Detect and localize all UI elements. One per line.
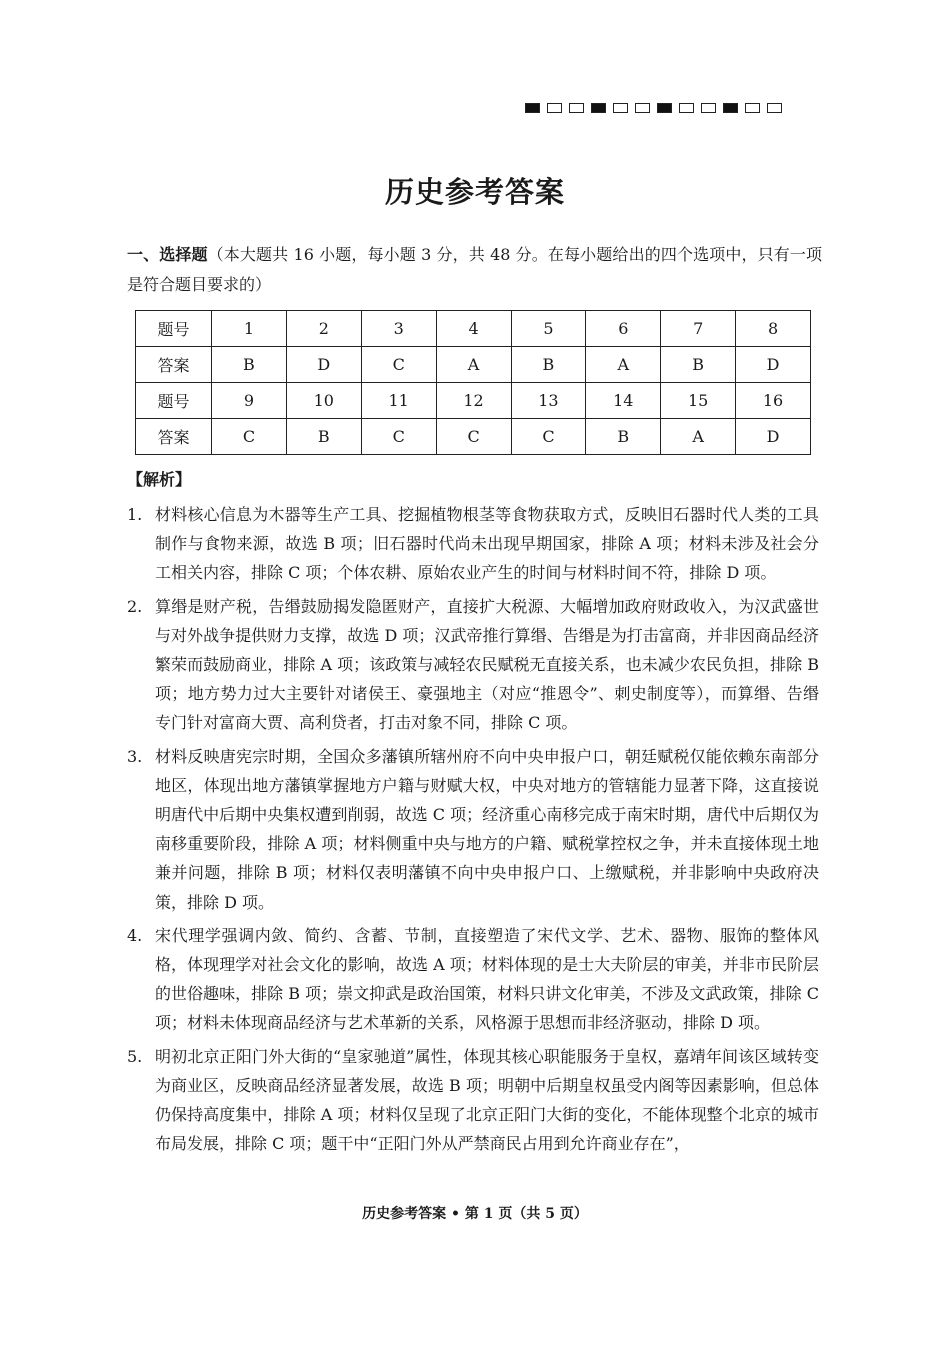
analysis-item-number: 3. xyxy=(127,746,143,766)
table-cell: C xyxy=(212,419,287,455)
table-row xyxy=(136,383,811,419)
answer-table-body xyxy=(136,311,811,455)
table-cell: 16 xyxy=(736,383,811,419)
section-instruction: （本大题共 16 小题，每小题 3 分，共 48 分。在每小题给出的四个选项中，只有一项是符合题目要求的） xyxy=(127,245,822,294)
table-cell: A xyxy=(436,347,511,383)
section-heading xyxy=(127,240,822,300)
empty-square-mark xyxy=(701,103,716,113)
analysis-item-text: 明初北京正阳门外大街的“皇家驰道”属性，体现其核心职能服务于皇权，嘉靖年间该区域转变为商业区，反映商品经济显著发展，故选 B 项；明朝中后期皇权虽受内阁等因素影响，但总体仍保持高度集中，排除 A 项；材料仅呈现了北京正阳门大街的变化，不能体现整个北京的城市布局发展，排除 C 项；题干中“正阳门外从严禁商民占用到允许商业存在”， xyxy=(155,1046,819,1154)
table-cell: 7 xyxy=(661,311,736,347)
table-cell: D xyxy=(286,347,361,383)
header-mark-strip xyxy=(525,103,782,113)
table-row xyxy=(136,311,811,347)
empty-square-mark xyxy=(613,103,628,113)
table-cell: 8 xyxy=(736,311,811,347)
table-cell: A xyxy=(586,347,661,383)
table-row xyxy=(136,347,811,383)
analysis-item-number: 1. xyxy=(127,505,143,524)
empty-square-mark xyxy=(635,103,650,113)
table-cell: 9 xyxy=(212,383,287,419)
table-cell: B xyxy=(661,347,736,383)
table-cell: C xyxy=(361,419,436,455)
analysis-list xyxy=(127,500,819,1162)
filled-square-mark xyxy=(525,103,540,113)
analysis-item-text: 材料核心信息为木器等生产工具、挖掘植物根茎等食物获取方式，反映旧石器时代人类的工具制作与食物来源，故选 B 项；旧石器时代尚未出现早期国家，排除 A 项；材料未涉及社会分工相关内容，排除 C 项；个体农耕、原始农业产生的时间与材料时间不符，排除 D 项。 xyxy=(155,505,819,583)
table-cell: 13 xyxy=(511,383,586,419)
table-cell: 10 xyxy=(286,383,361,419)
empty-square-mark xyxy=(745,103,760,113)
table-row-label: 答案 xyxy=(136,347,212,383)
table-cell: 1 xyxy=(212,311,287,347)
empty-square-mark xyxy=(767,103,782,113)
table-cell: 14 xyxy=(586,383,661,419)
empty-square-mark xyxy=(547,103,562,113)
analysis-item xyxy=(127,500,819,588)
table-cell: C xyxy=(436,419,511,455)
table-cell: 12 xyxy=(436,383,511,419)
analysis-item-text: 宋代理学强调内敛、简约、含蓄、节制，直接塑造了宋代文学、艺术、器物、服饰的整体风格，体现理学对社会文化的影响，故选 A 项；材料体现的是士大夫阶层的审美，并非市民阶层的世俗趣味，排除 B 项；崇文抑武是政治国策，材料只讲文化审美，不涉及文武政策，排除 C 项；材料未体现商品经济与艺术革新的关系，风格源于思想而非经济驱动，排除 D 项。 xyxy=(155,925,819,1033)
filled-square-mark xyxy=(657,103,672,113)
answer-table xyxy=(135,310,811,455)
empty-square-mark xyxy=(569,103,584,113)
table-cell: 2 xyxy=(286,311,361,347)
analysis-item xyxy=(127,742,819,917)
analysis-item xyxy=(127,1042,819,1159)
analysis-item-number: 2. xyxy=(127,596,143,616)
analysis-item xyxy=(127,921,819,1038)
table-cell: C xyxy=(511,419,586,455)
table-cell: B xyxy=(586,419,661,455)
table-row-label: 题号 xyxy=(136,383,212,419)
table-cell: B xyxy=(212,347,287,383)
table-cell: D xyxy=(736,419,811,455)
table-cell: C xyxy=(361,347,436,383)
analysis-item xyxy=(127,592,819,738)
table-cell: A xyxy=(661,419,736,455)
table-cell: 5 xyxy=(511,311,586,347)
table-cell: 3 xyxy=(361,311,436,347)
section-heading-label: 一、选择题 xyxy=(127,245,208,264)
page-title: 历史参考答案 xyxy=(384,175,565,209)
table-cell: 15 xyxy=(661,383,736,419)
table-cell: 4 xyxy=(436,311,511,347)
analysis-item-number: 4. xyxy=(127,925,143,945)
analysis-item-text: 材料反映唐宪宗时期，全国众多藩镇所辖州府不向中央申报户口，朝廷赋税仅能依赖东南部分地区，体现出地方藩镇掌握地方户籍与财赋大权，中央对地方的管辖能力显著下降，这直接说明唐代中后期中央集权遭到削弱，故选 C 项；经济重心南移完成于南宋时期，唐代中后期仅为南移重要阶段，排除 A 项；材料侧重中央与地方的户籍、赋税掌控权之争，并未直接体现土地兼并问题，排除 B 项；材料仅表明藩镇不向中央申报户口、上缴赋税，并非影响中央政府决策，排除 D 项。 xyxy=(155,746,819,912)
analysis-item-number: 5. xyxy=(127,1046,143,1066)
page-footer: 历史参考答案 • 第 1 页（共 5 页） xyxy=(362,1206,588,1222)
filled-square-mark xyxy=(591,103,606,113)
table-cell: D xyxy=(736,347,811,383)
table-row xyxy=(136,419,811,455)
filled-square-mark xyxy=(723,103,738,113)
table-cell: 11 xyxy=(361,383,436,419)
analysis-label: 【解析】 xyxy=(127,470,192,489)
table-row-label: 答案 xyxy=(136,419,212,455)
table-cell: 6 xyxy=(586,311,661,347)
table-cell: B xyxy=(286,419,361,455)
empty-square-mark xyxy=(679,103,694,113)
table-row-label: 题号 xyxy=(136,311,212,347)
analysis-item-text: 算缗是财产税，告缗鼓励揭发隐匿财产，直接扩大税源、大幅增加政府财政收入，为汉武盛世与对外战争提供财力支撑，故选 D 项；汉武帝推行算缗、告缗是为打击富商，并非因商品经济繁荣而鼓励商业，排除 A 项；该政策与减轻农民赋税无直接关系，也未减少农民负担，排除 B 项；地方势力过大主要针对诸侯王、豪强地主（对应“推恩令”、刺史制度等），而算缗、告缗专门针对富商大贾、高利贷者，打击对象不同，排除 C 项。 xyxy=(155,596,819,733)
table-cell: B xyxy=(511,347,586,383)
